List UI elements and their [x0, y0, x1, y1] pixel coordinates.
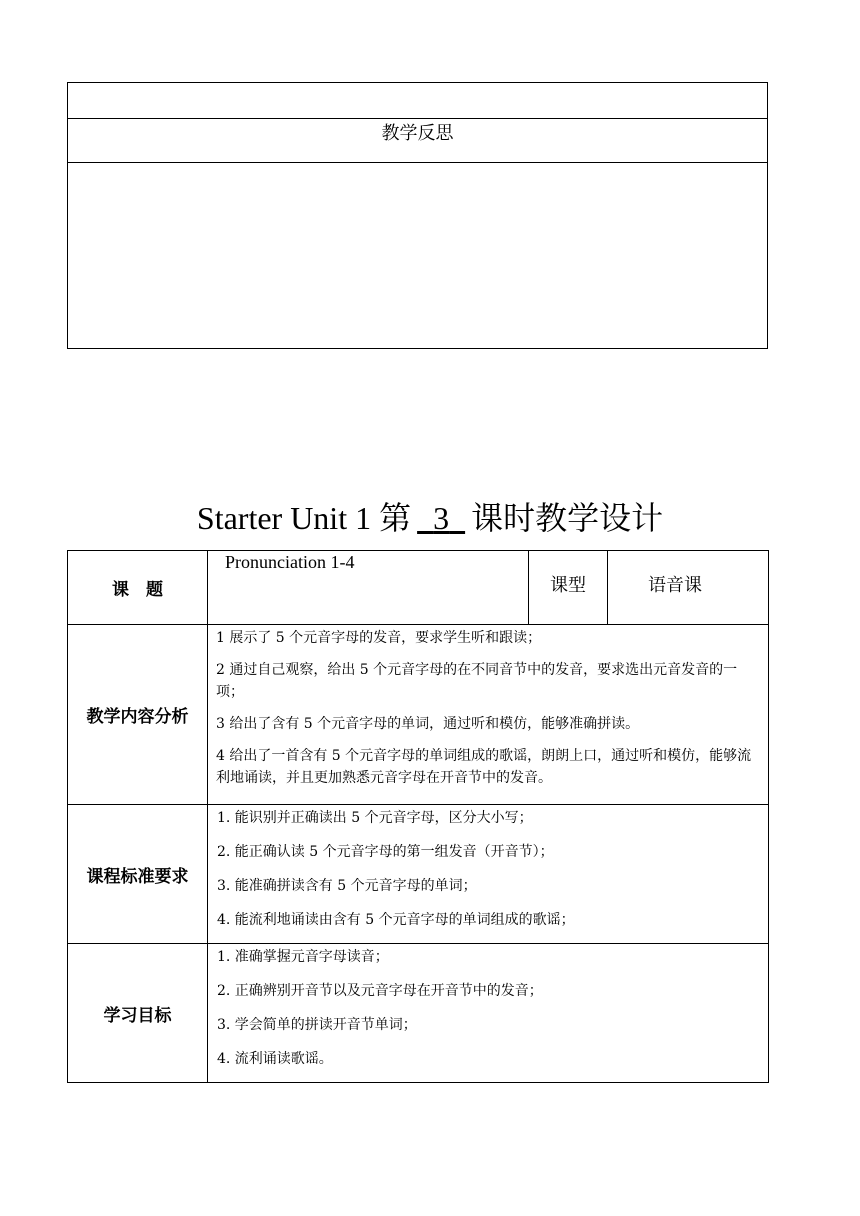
- standard-item: 3. 能准确拼读含有 5 个元音字母的单词；: [217, 878, 477, 894]
- title-suffix: 课时教学设计: [471, 500, 664, 536]
- objective-item: 2. 正确辨别开音节以及元音字母在开音节中的发音；: [217, 983, 543, 999]
- learning-objectives-row: [68, 944, 769, 1083]
- curriculum-standards-label: 课程标准要求: [68, 805, 208, 944]
- standard-item: 4. 能流利地诵读由含有 5 个元音字母的单词组成的歌谣；: [217, 912, 575, 928]
- curriculum-standards-row: [68, 805, 769, 944]
- topic-row: [68, 551, 769, 625]
- title-prefix: Starter Unit 1 第: [196, 500, 412, 536]
- type-label: 课型: [529, 551, 608, 625]
- learning-objectives-label: 学习目标: [68, 944, 208, 1083]
- standard-item: 1. 能识别并正确读出 5 个元音字母，区分大小写；: [217, 810, 533, 826]
- topic-value: Pronunciation 1-4: [208, 551, 529, 625]
- page-title: [0, 496, 860, 540]
- content-analysis-item: 4 给出了一首含有 5 个元音字母的单词组成的歌谣，朗朗上口，通过听和模仿，能够流利地诵读，并且更加熟悉元音字母在开音节中的发音。: [216, 748, 752, 786]
- reflection-blank-row: [68, 83, 767, 119]
- objective-item: 3. 学会简单的拼读开音节单词；: [217, 1017, 417, 1033]
- curriculum-standards-body: [208, 805, 769, 944]
- topic-label: 课 题: [68, 551, 208, 625]
- learning-objectives-body: [208, 944, 769, 1083]
- reflection-table: [67, 82, 768, 349]
- lesson-number: 3: [433, 500, 450, 536]
- lesson-design-table: [67, 550, 769, 1083]
- standard-item: 2. 能正确认读 5 个元音字母的第一组发音（开音节）；: [217, 844, 554, 860]
- content-analysis-body: [208, 625, 769, 805]
- objective-item: 4. 流利诵读歌谣。: [217, 1051, 333, 1067]
- content-analysis-label: 教学内容分析: [68, 625, 208, 805]
- objective-item: 1. 准确掌握元音字母读音；: [217, 949, 389, 965]
- content-analysis-item: 3 给出了含有 5 个元音字母的单词，通过听和模仿，能够准确拼读。: [216, 716, 640, 732]
- reflection-header: 教学反思: [68, 119, 767, 163]
- reflection-content-area: [68, 163, 767, 348]
- content-analysis-row: [68, 625, 769, 805]
- content-analysis-item: 2 通过自己观察，给出 5 个元音字母的在不同音节中的发音，要求选出元音发音的一项；: [216, 662, 738, 700]
- type-value: 语音课: [608, 551, 769, 625]
- content-analysis-item: 1 展示了 5 个元音字母的发音，要求学生听和跟读；: [216, 630, 542, 646]
